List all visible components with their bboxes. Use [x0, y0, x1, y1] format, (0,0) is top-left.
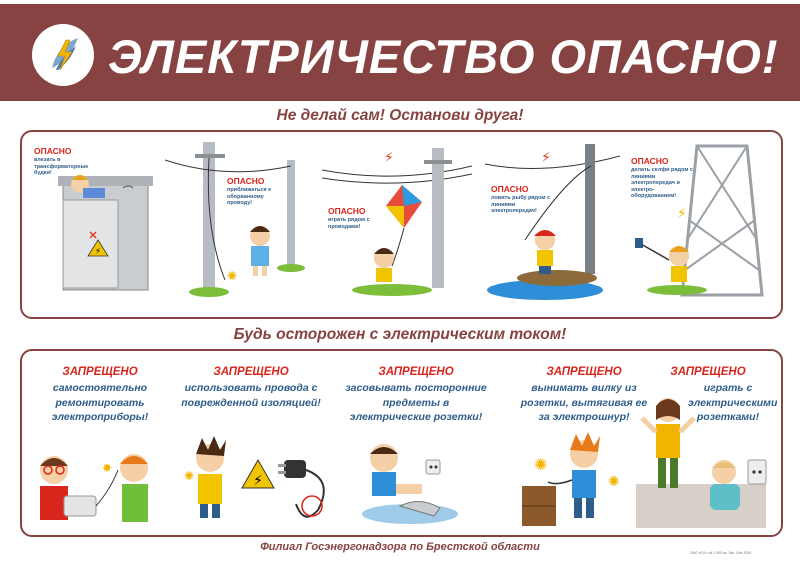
scene-repair-appliance: [30, 440, 160, 532]
forbidden-text: самостоятельно ремонтировать электроприборы!: [51, 382, 149, 423]
section1-subtitle: Не делай сам! Останови друга!: [276, 107, 524, 124]
forbidden-label: ЗАПРЕЩЕНО: [670, 366, 746, 378]
danger-text: делать селфи рядом с линиями электропередач и электро-оборудованием!: [631, 167, 693, 199]
forbidden-label: ЗАПРЕЩЕНО: [62, 366, 138, 378]
forbidden-label: ЗАПРЕЩЕНО: [213, 366, 289, 378]
svg-text:✺: ✺: [534, 457, 548, 474]
scene-socket-objects: [360, 436, 490, 528]
forbidden-item: [336, 366, 496, 425]
forbidden-item: [30, 366, 170, 425]
broken-wire-illustration-icon: [165, 140, 315, 300]
section2-subtitle: Будь осторожен с электрическим током!: [233, 326, 567, 343]
danger-label: ОПАСНО: [34, 146, 72, 156]
svg-text:✸: ✸: [102, 461, 113, 475]
scene-damaged-wire: [184, 430, 334, 530]
danger-text: играть рядом с проводами!: [328, 217, 370, 230]
svg-text:⚡: ⚡: [253, 472, 263, 488]
footer-text: Филиал Госэнергонадзора по Брестской области: [260, 541, 540, 553]
header-banner: [0, 4, 800, 101]
forbidden-text: играть с электрическими розетками!: [688, 382, 778, 423]
scene-fishing-near-wires: [485, 140, 620, 305]
forbidden-text: использовать провода с поврежденной изоляцией!: [181, 382, 321, 409]
scene-transformer-box: [28, 140, 158, 300]
forbidden-text: вынимать вилку из розетки, вытягивая ее за электрошнур!: [520, 382, 648, 423]
svg-text:⚡: ⚡: [677, 205, 687, 221]
forbidden-label: ЗАПРЕЩЕНО: [546, 366, 622, 378]
danger-text: ловить рыбу рядом с линиями электропередач!: [491, 195, 551, 214]
danger-label: ОПАСНО: [328, 206, 366, 216]
scene-pull-cord: [520, 430, 630, 530]
danger-label: ОПАСНО: [227, 176, 265, 186]
svg-text:✺: ✺: [184, 469, 195, 483]
danger-label: ОПАСНО: [491, 184, 529, 194]
page-title: ЭЛЕКТРИЧЕСТВО ОПАСНО!: [108, 30, 779, 83]
lightning-feather-logo-icon: [32, 24, 94, 86]
svg-text:✺: ✺: [608, 473, 620, 489]
svg-text:✺: ✺: [227, 269, 238, 283]
playing-sockets-illustration-icon: [628, 392, 773, 530]
scene-broken-wire: [165, 140, 315, 300]
forbidden-item: [176, 366, 326, 410]
print-info: ОАО «ЕЛ» з/к 1 000 ак. Зак. 1/№ 2020: [690, 551, 752, 555]
damaged-wire-illustration-icon: [184, 430, 334, 530]
forbidden-text: засовывать посторонние предметы в электрические розетки!: [345, 382, 487, 423]
fishing-illustration-icon: [485, 140, 620, 305]
pull-cord-illustration-icon: [520, 430, 630, 530]
scene-kite-near-wires: [322, 140, 472, 300]
danger-text: влезать в трансформаторные будки!: [34, 157, 89, 176]
socket-objects-illustration-icon: [360, 436, 490, 528]
danger-label: ОПАСНО: [631, 156, 669, 166]
scene-selfie-near-tower: [627, 140, 777, 305]
repair-appliance-illustration-icon: [30, 440, 160, 532]
svg-text:⚡: ⚡: [384, 149, 394, 165]
danger-text: приближаться к оборванному проводу!: [227, 187, 271, 206]
svg-text:⚡: ⚡: [94, 246, 102, 256]
scene-playing-sockets: [628, 392, 773, 530]
svg-text:⚡: ⚡: [541, 149, 551, 165]
forbidden-label: ЗАПРЕЩЕНО: [378, 366, 454, 378]
